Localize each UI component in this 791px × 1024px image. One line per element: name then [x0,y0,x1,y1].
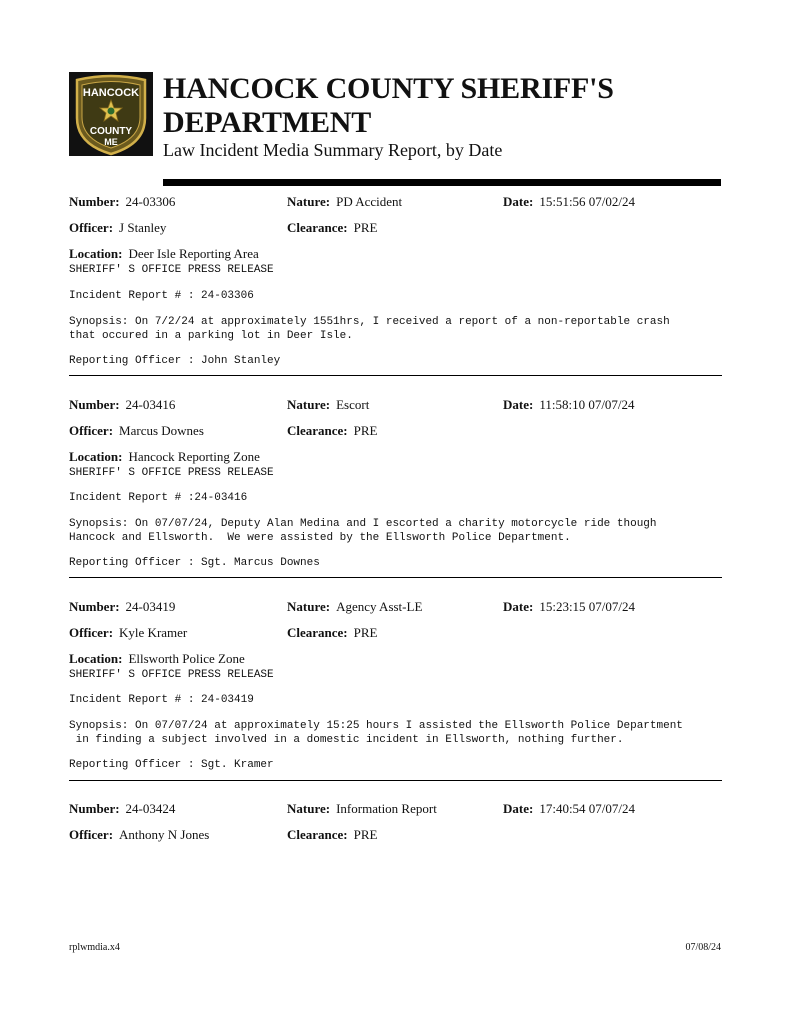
incident-clearance: PRE [353,625,378,640]
incident-nature: Agency Asst-LE [336,599,423,614]
title-line-2: DEPARTMENT [163,106,372,139]
incident-officer: J Stanley [119,220,167,235]
officer-field: Officer: Marcus Downes [69,423,204,438]
clearance-field: Clearance: PRE [287,625,378,640]
synopsis-line-1: Synopsis: On 07/07/24 at approximately 15:25 hours I assisted the Ellsworth Police Department [69,720,683,732]
incident-location: Hancock Reporting Zone [128,449,260,464]
incident-number: 24-03306 [125,194,176,209]
reporting-officer-line: Reporting Officer : Sgt. Marcus Downes [69,557,320,569]
incident-date: 15:51:56 07/02/24 [539,194,636,209]
location-field: Location: Deer Isle Reporting Area [69,246,259,261]
number-field: Number: 24-03416 [69,397,176,412]
number-field: Number: 24-03306 [69,194,176,209]
nature-field: Nature: PD Accident [287,194,403,209]
officer-field: Officer: J Stanley [69,220,167,235]
incident-date: 11:58:10 07/07/24 [539,397,635,412]
reporting-officer-line: Reporting Officer : Sgt. Kramer [69,759,274,771]
sheriff-badge-icon [69,72,153,156]
nature-field: Nature: Escort [287,397,370,412]
incident-date: 15:23:15 07/07/24 [539,599,636,614]
incident-nature: PD Accident [336,194,403,209]
press-release-line: SHERIFF' S OFFICE PRESS RELEASE [69,264,274,276]
synopsis-line-1: Synopsis: On 7/2/24 at approximately 1551hrs, I received a report of a non-reportable crash [69,316,670,328]
title-line-1: HANCOCK COUNTY SHERIFF'S [163,72,614,105]
incident-report-line: Incident Report # : 24-03306 [69,290,254,302]
location-field: Location: Hancock Reporting Zone [69,449,260,464]
incident-report-line: Incident Report # :24-03416 [69,492,248,504]
nature-field: Nature: Agency Asst-LE [287,599,423,614]
press-release-line: SHERIFF' S OFFICE PRESS RELEASE [69,467,274,479]
synopsis-line-1: Synopsis: On 07/07/24, Deputy Alan Medina and I escorted a charity motorcycle ride though [69,518,657,530]
incident-location: Deer Isle Reporting Area [128,246,259,261]
clearance-field: Clearance: PRE [287,220,378,235]
incident-divider [69,780,722,781]
incident-nature: Information Report [336,801,437,816]
number-field: Number: 24-03419 [69,599,176,614]
incident-officer: Marcus Downes [119,423,204,438]
incident-officer: Kyle Kramer [119,625,188,640]
incident-officer: Anthony N Jones [119,827,210,842]
svg-text:HANCOCK: HANCOCK [82,87,140,99]
incident-number: 24-03416 [125,397,176,412]
press-release-line: SHERIFF' S OFFICE PRESS RELEASE [69,669,274,681]
svg-text:COUNTY: COUNTY [89,126,133,137]
footer-report-code: rplwmdia.x4 [69,942,120,953]
report-title [163,72,614,140]
synopsis-line-2: in finding a subject involved in a domestic incident in Ellsworth, nothing further. [69,734,624,746]
incident-report-line: Incident Report # : 24-03419 [69,694,254,706]
incident-date: 17:40:54 07/07/24 [539,801,636,816]
synopsis-line-2: Hancock and Ellsworth. We were assisted by the Ellsworth Police Department. [69,532,571,544]
report-subtitle: Law Incident Media Summary Report, by Date [163,140,503,160]
clearance-field: Clearance: PRE [287,827,378,842]
incident-number: 24-03419 [125,599,176,614]
incident-clearance: PRE [353,827,378,842]
incident-nature: Escort [336,397,370,412]
nature-field: Nature: Information Report [287,801,437,816]
number-field: Number: 24-03424 [69,801,176,816]
clearance-field: Clearance: PRE [287,423,378,438]
date-field: Date: 17:40:54 07/07/24 [503,801,636,816]
synopsis-line-2: that occured in a parking lot in Deer Isle. [69,330,353,342]
date-field: Date: 15:23:15 07/07/24 [503,599,636,614]
officer-field: Officer: Kyle Kramer [69,625,188,640]
incident-clearance: PRE [353,220,378,235]
incident-location: Ellsworth Police Zone [128,651,245,666]
footer-print-date: 07/08/24 [685,942,721,953]
header-divider [163,179,721,186]
report-header [69,70,729,190]
date-field: Date: 15:51:56 07/02/24 [503,194,636,209]
date-field: Date: 11:58:10 07/07/24 [503,397,635,412]
incident-divider [69,577,722,578]
svg-text:ME: ME [104,137,118,147]
reporting-officer-line: Reporting Officer : John Stanley [69,355,281,367]
incident-divider [69,375,722,376]
incident-number: 24-03424 [125,801,176,816]
incident-clearance: PRE [353,423,378,438]
location-field: Location: Ellsworth Police Zone [69,651,245,666]
officer-field: Officer: Anthony N Jones [69,827,210,842]
